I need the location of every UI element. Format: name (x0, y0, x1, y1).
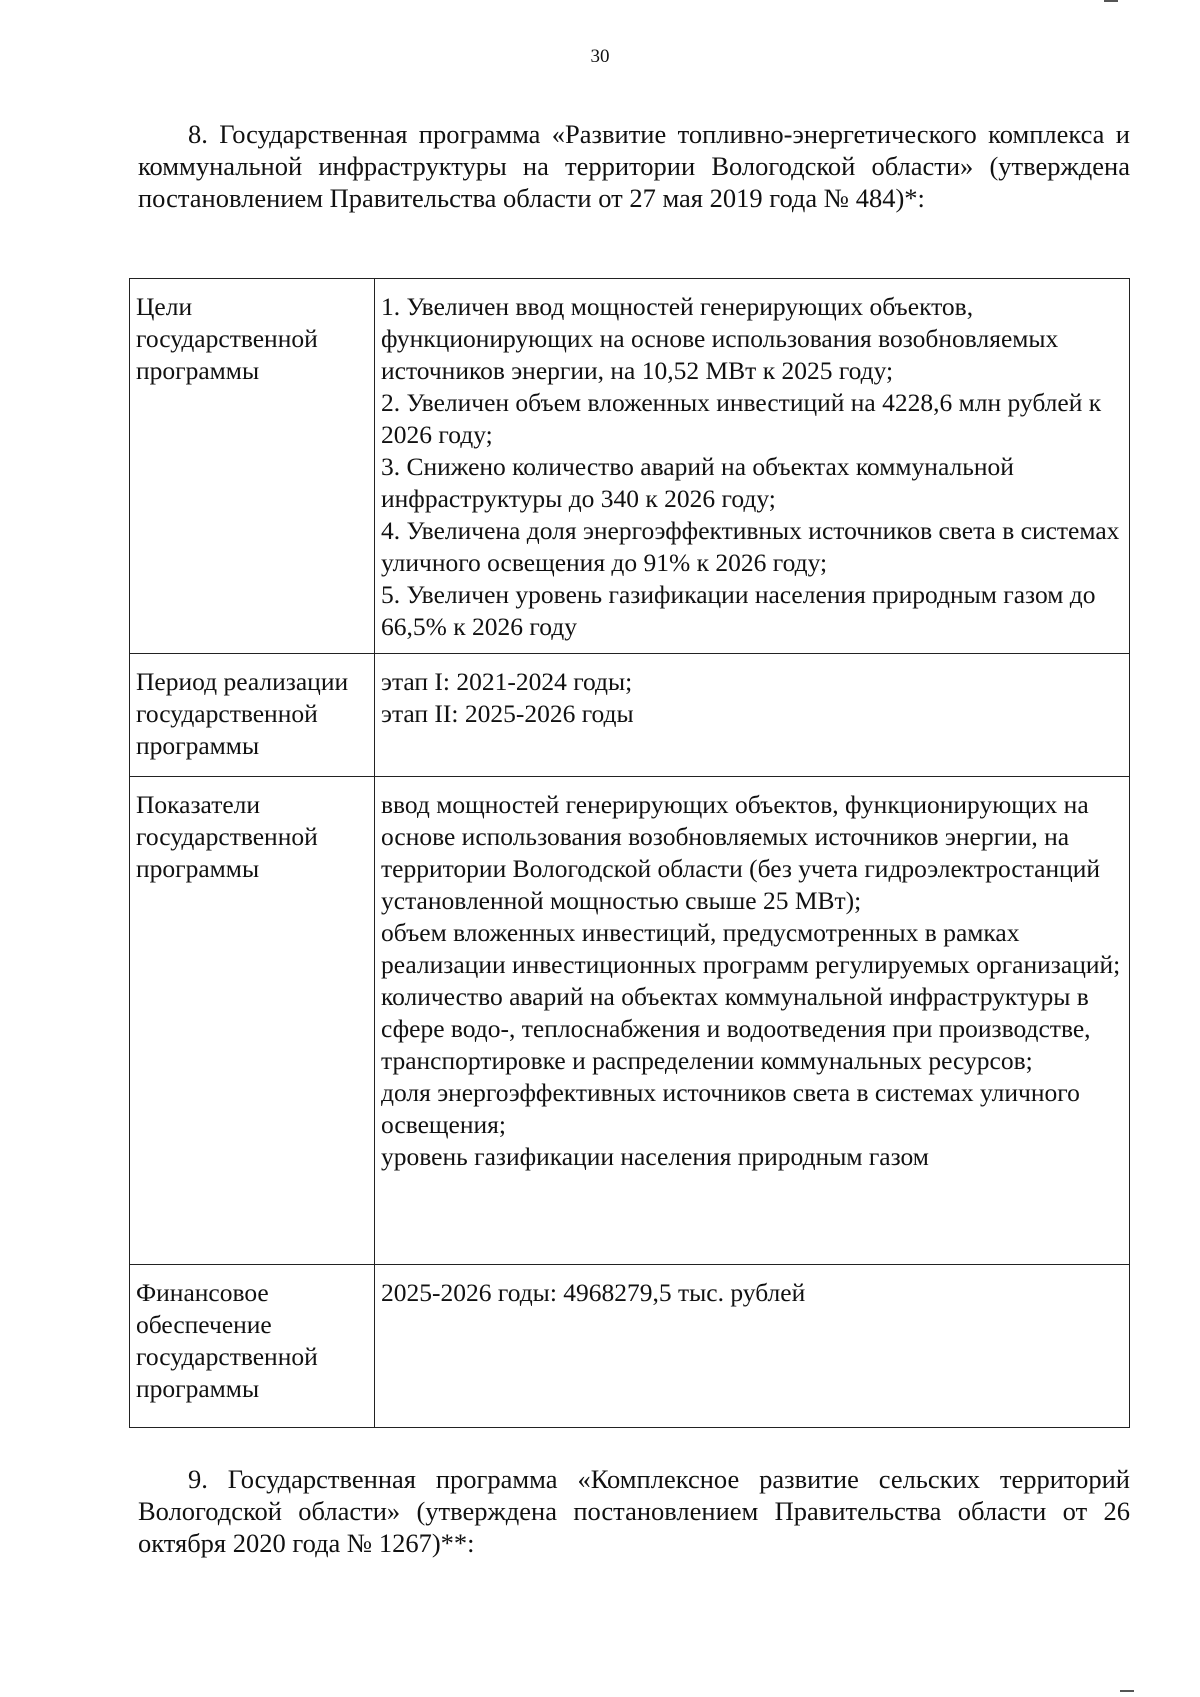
indicator-item: уровень газификации населения природным газом (381, 1142, 929, 1171)
page-number: 30 (590, 46, 610, 67)
indicator-item: ввод мощностей генерирующих объектов, функционирующих на основе использования возобновляемых источников энергии, на территории Вологодской области (без учета гидроэлектростанций установленной мощностью свыше 25 МВт); (381, 790, 1101, 915)
program-passport-table (129, 278, 1130, 1428)
indicator-item: объем вложенных инвестиций, предусмотренных в рамках реализации инвестиционных программ регулируемых организаций; (381, 918, 1121, 979)
scan-mark (1120, 1690, 1134, 1692)
table-row (130, 777, 1130, 1265)
row-value (375, 777, 1130, 1265)
row-value (375, 1265, 1130, 1428)
row-label: Период реализации государственной программы (130, 654, 375, 777)
section-9-intro: 9. Государственная программа «Комплексное развитие сельских территорий Вологодской области» (утверждена постановлением Правительства области от 26 октября 2020 года № 1267)**: (138, 1464, 1130, 1558)
section-8-intro: 8. Государственная программа «Развитие топливно-энергетического комплекса и коммунальной инфраструктуры на территории Вологодской области» (утверждена постановлением Правительства области от 27 мая 2019 года № 484)*: (138, 119, 1130, 213)
indicator-item: количество аварий на объектах коммунальной инфраструктуры в сфере водо-, теплоснабжения и водоотведения при производстве, транспортировке и распределении коммунальных ресурсов; (381, 982, 1091, 1075)
funding-item: 2025-2026 годы: 4968279,5 тыс. рублей (381, 1278, 806, 1307)
row-label: Показатели государственной программы (130, 777, 375, 1265)
goal-item: 2. Увеличен объем вложенных инвестиций на 4228,6 млн рублей к 2026 году; (381, 388, 1102, 449)
goal-item: 4. Увеличена доля энергоэффективных источников света в системах уличного освещения до 91% к 2026 году; (381, 516, 1120, 577)
scan-mark (1104, 0, 1118, 2)
goal-item: 1. Увеличен ввод мощностей генерирующих объектов, функционирующих на основе использования возобновляемых источников энергии, на 10,52 МВт к 2025 году; (381, 292, 1059, 385)
row-label: Финансовое обеспечение государственной программы (130, 1265, 375, 1428)
row-label: Цели государственной программы (130, 279, 375, 654)
period-item: этап I: 2021-2024 годы; (381, 667, 633, 696)
period-item: этап II: 2025-2026 годы (381, 699, 634, 728)
table-row (130, 1265, 1130, 1428)
goal-item: 3. Снижено количество аварий на объектах коммунальной инфраструктуры до 340 к 2026 году; (381, 452, 1014, 513)
table-row (130, 654, 1130, 777)
goal-item: 5. Увеличен уровень газификации населения природным газом до 66,5% к 2026 году (381, 580, 1096, 641)
row-value (375, 279, 1130, 654)
row-value (375, 654, 1130, 777)
table-row (130, 279, 1130, 654)
indicator-item: доля энергоэффективных источников света в системах уличного освещения; (381, 1078, 1080, 1139)
